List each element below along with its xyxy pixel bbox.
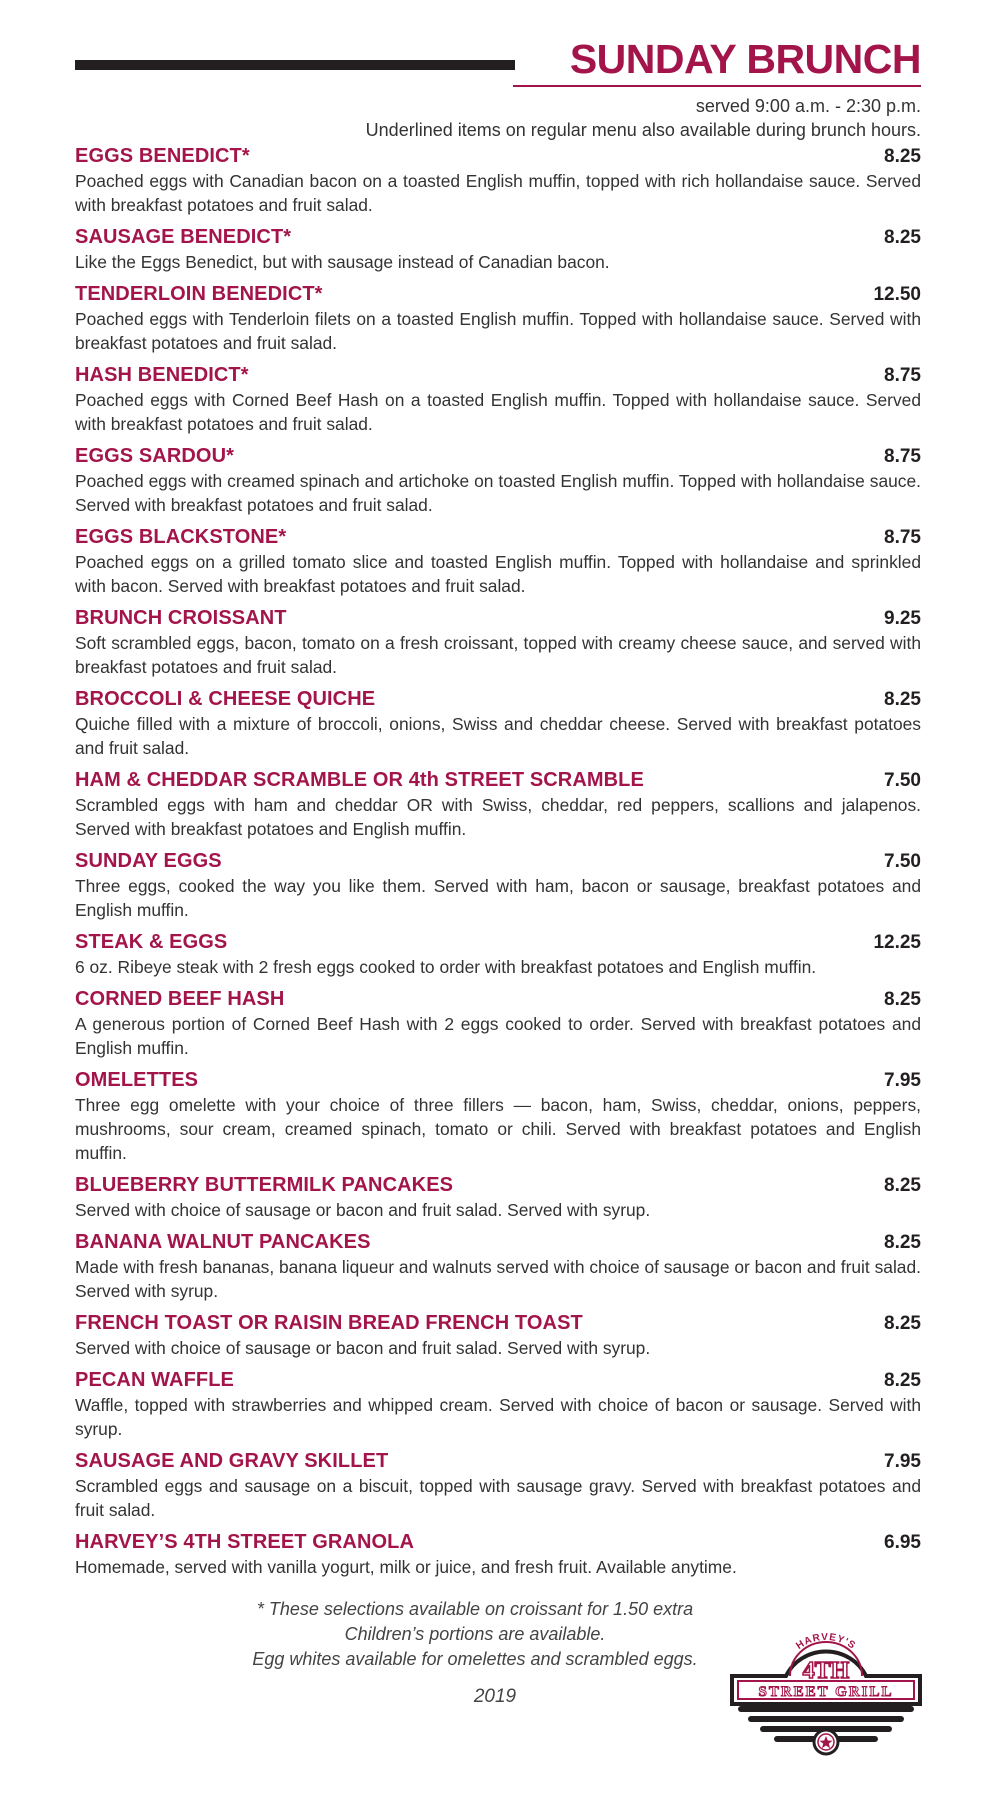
menu-item-name: HARVEY’S 4TH STREET GRANOLA bbox=[75, 1531, 415, 1553]
menu-item-name: HAM & CHEDDAR SCRAMBLE OR 4th STREET SCRAMBLE bbox=[75, 769, 644, 791]
menu-item-price: 8.25 bbox=[884, 1175, 921, 1196]
menu-item-header bbox=[75, 444, 921, 469]
menu-item bbox=[75, 1311, 921, 1360]
menu-item-header bbox=[75, 768, 921, 793]
page-title: SUNDAY BRUNCH bbox=[569, 36, 921, 82]
menu-item-price: 8.25 bbox=[884, 689, 921, 710]
menu-item bbox=[75, 525, 921, 598]
menu-item bbox=[75, 144, 921, 217]
menu-item-description: Soft scrambled eggs, bacon, tomato on a fresh croissant, topped with creamy cheese sauce, and served with breakfast potatoes and fruit salad. bbox=[75, 633, 921, 677]
menu-item-description: 6 oz. Ribeye steak with 2 fresh eggs cooked to order with breakfast potatoes and English muffin. bbox=[75, 957, 817, 977]
menu-item-description: Scrambled eggs with ham and cheddar OR with Swiss, cheddar, red peppers, scallions and jalapenos. Served with breakfast potatoes and English muffin. bbox=[75, 795, 921, 839]
menu-item-header bbox=[75, 1530, 921, 1555]
brunch-note: Underlined items on regular menu also available during brunch hours. bbox=[365, 120, 921, 140]
menu-item-header bbox=[75, 144, 921, 169]
menu-item-header bbox=[75, 1368, 921, 1393]
menu-item-header bbox=[75, 1449, 921, 1474]
menu-item-name: BROCCOLI & CHEESE QUICHE bbox=[75, 688, 376, 710]
menu-item-description: Homemade, served with vanilla yogurt, milk or juice, and fresh fruit. Available anytime. bbox=[75, 1557, 737, 1577]
svg-text:HARVEY'S bbox=[794, 1632, 857, 1652]
menu-item bbox=[75, 987, 921, 1060]
menu-item bbox=[75, 768, 921, 841]
menu-item-header bbox=[75, 363, 921, 388]
menu-item-price: 8.75 bbox=[884, 527, 921, 548]
menu-item-name: EGGS SARDOU* bbox=[75, 445, 235, 467]
menu-item-name: TENDERLOIN BENEDICT* bbox=[75, 283, 323, 305]
menu-item-description: Served with choice of sausage or bacon and fruit salad. Served with syrup. bbox=[75, 1200, 651, 1220]
menu-item-name: SAUSAGE BENEDICT* bbox=[75, 226, 292, 248]
menu-item bbox=[75, 1449, 921, 1522]
logo-number-text: 4TH bbox=[802, 1658, 850, 1684]
menu-item-price: 8.25 bbox=[884, 989, 921, 1010]
menu-item-header bbox=[75, 1230, 921, 1255]
menu-item-header bbox=[75, 225, 921, 250]
menu-item-price: 8.25 bbox=[884, 1232, 921, 1253]
menu-item bbox=[75, 687, 921, 760]
menu-item bbox=[75, 849, 921, 922]
menu-item-name: EGGS BENEDICT* bbox=[75, 145, 250, 167]
menu-item-name: EGGS BLACKSTONE* bbox=[75, 526, 287, 548]
menu-item-price: 8.75 bbox=[884, 365, 921, 386]
title-underline bbox=[513, 85, 921, 87]
menu-item bbox=[75, 1530, 921, 1579]
menu-item-header bbox=[75, 606, 921, 631]
menu-item-price: 8.25 bbox=[884, 146, 921, 167]
menu-item bbox=[75, 444, 921, 517]
menu-item-price: 7.50 bbox=[884, 851, 921, 872]
menu-item-description: A generous portion of Corned Beef Hash with 2 eggs cooked to order. Served with breakfast potatoes and English muffin. bbox=[75, 1014, 921, 1058]
menu-item bbox=[75, 606, 921, 679]
menu-item-description: Poached eggs with creamed spinach and artichoke on toasted English muffin. Topped with hollandaise sauce. Served with breakfast potatoes and fruit salad. bbox=[75, 471, 921, 515]
menu-item-description: Like the Eggs Benedict, but with sausage instead of Canadian bacon. bbox=[75, 252, 610, 272]
menu-item-header bbox=[75, 1068, 921, 1093]
menu-item-name: FRENCH TOAST OR RAISIN BREAD FRENCH TOAST bbox=[75, 1312, 583, 1334]
menu-item-description: Quiche filled with a mixture of broccoli, onions, Swiss and cheddar cheese. Served with breakfast potatoes and fruit salad. bbox=[75, 714, 921, 758]
menu-item-name: BANANA WALNUT PANCAKES bbox=[75, 1231, 371, 1253]
menu-item-price: 7.50 bbox=[884, 770, 921, 791]
footer-note-egg-whites: Egg whites available for omelettes and scrambled eggs. bbox=[252, 1649, 698, 1669]
menu-item-price: 12.25 bbox=[873, 932, 921, 953]
menu-item-price: 8.25 bbox=[884, 227, 921, 248]
menu-item-price: 12.50 bbox=[873, 284, 921, 305]
menu-item-description: Three egg omelette with your choice of three fillers — bacon, ham, Swiss, cheddar, onions, peppers, mushrooms, sour cream, creamed spinach, tomato or chili. Served with breakfast potatoes and English muffin. bbox=[75, 1095, 921, 1163]
title-bar-decoration bbox=[75, 60, 515, 70]
menu-item-header bbox=[75, 282, 921, 307]
menu-item-header bbox=[75, 849, 921, 874]
footer-note-children: Children’s portions are available. bbox=[344, 1624, 606, 1644]
menu-item-description: Made with fresh bananas, banana liqueur and walnuts served with choice of sausage or bacon and fruit salad. Served with syrup. bbox=[75, 1257, 921, 1301]
menu-item-price: 8.25 bbox=[884, 1313, 921, 1334]
menu-item-name: HASH BENEDICT* bbox=[75, 364, 249, 386]
menu-item-name: BLUEBERRY BUTTERMILK PANCAKES bbox=[75, 1174, 454, 1196]
title-row bbox=[75, 36, 921, 86]
menu-item bbox=[75, 225, 921, 274]
brunch-hours: served 9:00 a.m. - 2:30 p.m. bbox=[695, 96, 921, 116]
footer-note-croissant: * These selections available on croissant for 1.50 extra bbox=[256, 1599, 694, 1619]
menu-item-name: CORNED BEEF HASH bbox=[75, 988, 285, 1010]
menu-item-name: OMELETTES bbox=[75, 1069, 199, 1091]
menu-item bbox=[75, 1173, 921, 1222]
menu-item-name: SUNDAY EGGS bbox=[75, 850, 222, 872]
menu-item-description: Poached eggs with Canadian bacon on a toasted English muffin, topped with rich hollandaise sauce. Served with breakfast potatoes and fruit salad. bbox=[75, 171, 921, 215]
menu-item-price: 8.25 bbox=[884, 1370, 921, 1391]
menu-item-price: 9.25 bbox=[884, 608, 921, 629]
menu-item-header bbox=[75, 525, 921, 550]
menu-item bbox=[75, 1368, 921, 1441]
menu-page bbox=[75, 36, 921, 1587]
menu-item-description: Served with choice of sausage or bacon and fruit salad. Served with syrup. bbox=[75, 1338, 651, 1358]
menu-item-name: SAUSAGE AND GRAVY SKILLET bbox=[75, 1450, 389, 1472]
menu-item bbox=[75, 930, 921, 979]
menu-item-name: BRUNCH CROISSANT bbox=[75, 607, 287, 629]
menu-item-header bbox=[75, 1311, 921, 1336]
menu-item bbox=[75, 282, 921, 355]
menu-item-description: Poached eggs on a grilled tomato slice and toasted English muffin. Topped with hollandaise and sprinkled with bacon. Served with breakfast potatoes and fruit salad. bbox=[75, 552, 921, 596]
menu-item-header bbox=[75, 987, 921, 1012]
menu-item-header bbox=[75, 687, 921, 712]
menu-item-description: Poached eggs with Tenderloin filets on a toasted English muffin. Topped with hollandaise sauce. Served with breakfast potatoes and fruit salad. bbox=[75, 309, 921, 353]
menu-item-name: PECAN WAFFLE bbox=[75, 1369, 234, 1391]
menu-item bbox=[75, 1068, 921, 1165]
menu-item bbox=[75, 363, 921, 436]
menu-item-description: Waffle, topped with strawberries and whipped cream. Served with choice of bacon or sausage. Served with syrup. bbox=[75, 1395, 921, 1439]
menu-item-price: 8.75 bbox=[884, 446, 921, 467]
menu-item-description: Scrambled eggs and sausage on a biscuit, topped with sausage gravy. Served with breakfast potatoes and fruit salad. bbox=[75, 1476, 921, 1520]
menu-item-header bbox=[75, 1173, 921, 1198]
harveys-4th-street-grill-logo bbox=[726, 1628, 926, 1756]
menu-item-header bbox=[75, 930, 921, 955]
menu-item-description: Three eggs, cooked the way you like them. Served with ham, bacon or sausage, breakfast potatoes and English muffin. bbox=[75, 876, 921, 920]
menu-item bbox=[75, 1230, 921, 1303]
menu-item-price: 7.95 bbox=[884, 1451, 921, 1472]
menu-item-name: STEAK & EGGS bbox=[75, 931, 228, 953]
footer-notes bbox=[240, 1597, 710, 1672]
menu-item-price: 7.95 bbox=[884, 1070, 921, 1091]
footer-year: 2019 bbox=[473, 1686, 517, 1707]
logo-top-text: HARVEY'S bbox=[794, 1631, 858, 1652]
menu-items-list bbox=[75, 144, 921, 1579]
menu-item-price: 6.95 bbox=[884, 1532, 921, 1553]
menu-item-description: Poached eggs with Corned Beef Hash on a toasted English muffin. Topped with hollandaise sauce. Served with breakfast potatoes and fruit salad. bbox=[75, 390, 921, 434]
logo-bottom-text: STREET GRILL bbox=[758, 1684, 894, 1700]
